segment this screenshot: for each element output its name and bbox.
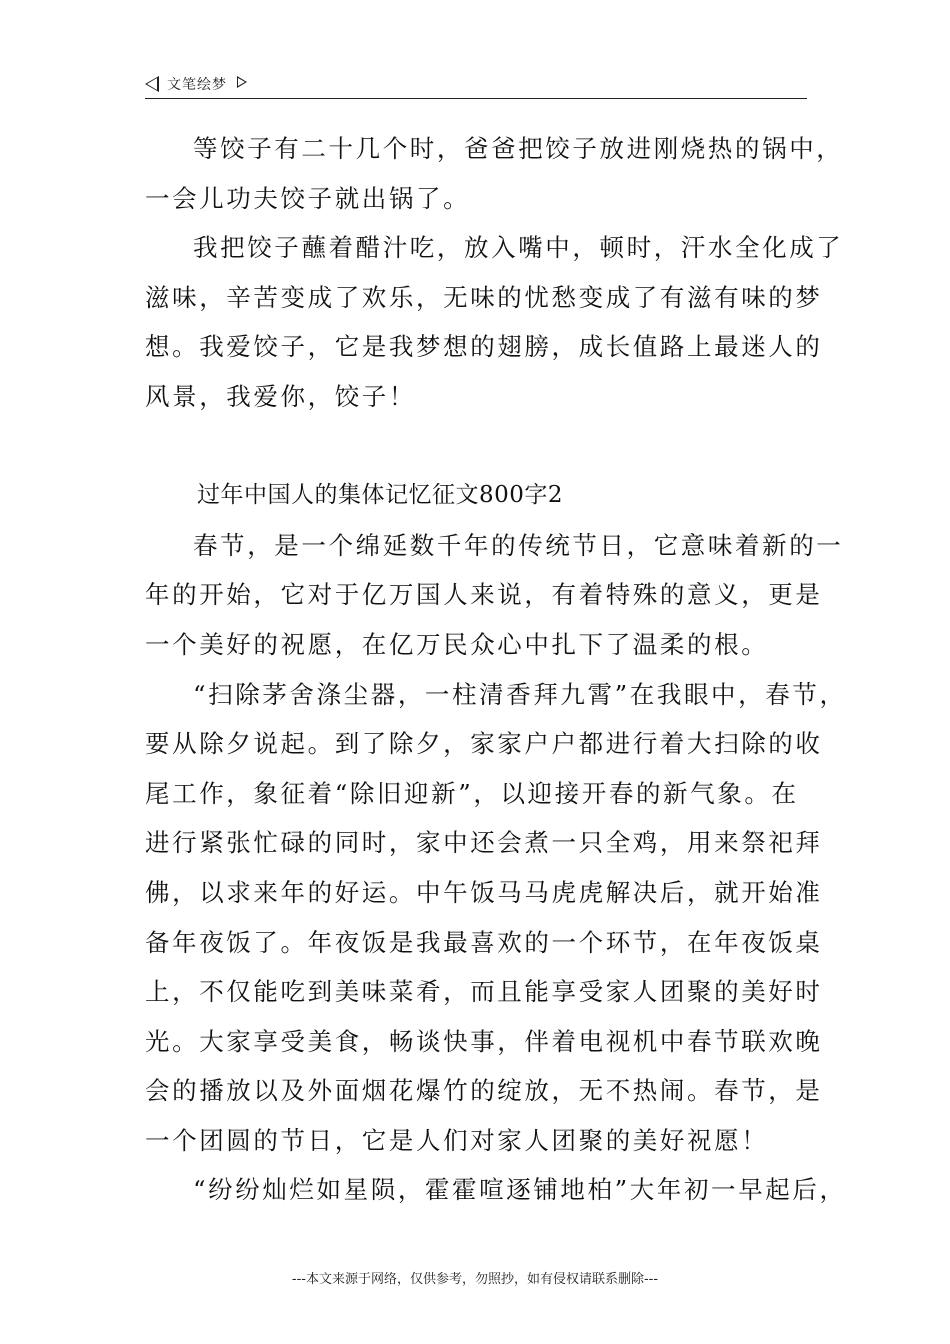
- text-line: 进行紧张忙碌的同时，家中还会煮一只全鸡，用来祭祀拜: [145, 828, 823, 858]
- text-line: 佛，以求来年的好运。中午饭马马虎虎解决后，就开始准: [145, 877, 823, 907]
- text-line: 备年夜饭了。年夜饭是我最喜欢的一个环节，在年夜饭桌: [145, 927, 823, 957]
- text-line: 等饺子有二十几个时，爸爸把饺子放进刚烧热的锅中，: [193, 134, 844, 163]
- text-line: 年的开始，它对于亿万国人来说，有着特殊的意义，更是: [145, 580, 823, 610]
- text-line: 一会儿功夫饺子就出锅了。: [145, 183, 471, 213]
- paragraph: [145, 521, 844, 670]
- text-line: 要从除夕说起。到了除夕，家家户户都进行着大扫除的收: [145, 729, 823, 759]
- triangle-right-icon: [237, 76, 247, 88]
- text-line: 尾工作，象征着“除旧迎新”，以迎接开春的新气象。在: [145, 778, 799, 808]
- header-brand: 文笔绘梦: [167, 77, 227, 93]
- paragraph: [145, 124, 844, 223]
- text-line: 上，不仅能吃到美味菜肴，而且能享受家人团聚的美好时: [145, 977, 823, 1007]
- text-line: 春节，是一个绵延数千年的传统节日，它意味着新的一: [193, 530, 844, 560]
- text-line: 会的播放以及外面烟花爆竹的绽放，无不热闹。春节，是: [145, 1076, 823, 1106]
- document-body: [145, 124, 847, 1215]
- text-line: 一个团圆的节日，它是人们对家人团聚的美好祝愿！: [145, 1125, 769, 1155]
- paragraph: [145, 223, 844, 421]
- text-line: 我把饺子蘸着醋汁吃，放入嘴中，顿时，汗水全化成了: [193, 233, 844, 263]
- text-line: 想。我爱饺子，它是我梦想的翅膀，成长值路上最迷人的: [145, 332, 823, 362]
- paragraph: [145, 670, 847, 1166]
- spacer: [145, 422, 815, 472]
- triangle-left-icon: [145, 76, 159, 92]
- paragraph: [145, 1165, 847, 1215]
- text-line: 滋味，辛苦变成了欢乐，无味的忧愁变成了有滋有味的梦: [145, 282, 823, 312]
- text-line: “纷纷灿烂如星陨，霍霍喧逐铺地柏”大年初一早起后，: [193, 1175, 847, 1205]
- text-line: 风景，我爱你，饺子！: [145, 381, 416, 411]
- text-line: 一个美好的祝愿，在亿万民众心中扎下了温柔的根。: [145, 629, 769, 659]
- text-line: 光。大家享受美食，畅谈快事，伴着电视机中春节联欢晚: [145, 1026, 823, 1056]
- section-title: 过年中国人的集体记忆征文800字2: [197, 482, 564, 509]
- page-header: [145, 72, 807, 99]
- footer-notice: ---本文来源于网络，仅供参考，勿照抄，如有侵权请联系删除---: [291, 1272, 659, 1287]
- text-line: “扫除茅舍涤尘器，一柱清香拜九霄”在我眼中，春节，: [193, 679, 847, 709]
